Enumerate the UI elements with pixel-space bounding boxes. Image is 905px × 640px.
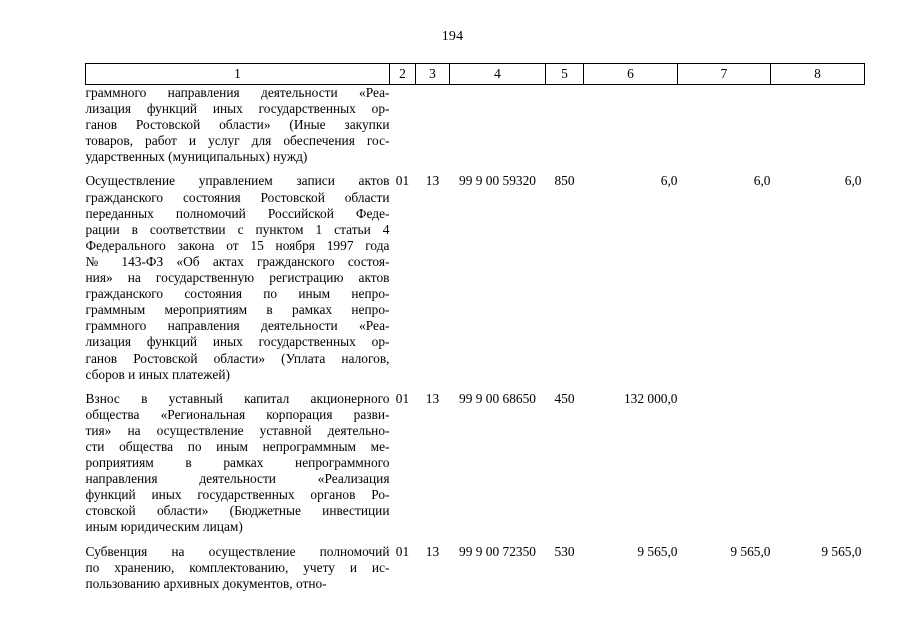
description-line: граммного направления деятельности «Реа- — [85, 85, 390, 100]
column-header-4: 4 — [450, 64, 546, 85]
description-line: Взнос в уставный капитал акционерного — [85, 390, 390, 406]
description-line: стовской области» (Бюджетные инвестиции — [85, 503, 390, 519]
cell-c7: 6,0 — [753, 173, 771, 189]
description-line: роприятиям в рамках непрограммного — [85, 455, 390, 471]
column-header-2: 2 — [390, 64, 416, 85]
cell-c3: 13 — [425, 173, 440, 189]
cell-c2: 01 — [395, 543, 410, 559]
table-body — [86, 85, 865, 592]
cell-c8 — [771, 383, 865, 536]
description-line: лизация функций иных государственных ор- — [85, 101, 390, 117]
cell-c5: 450 — [554, 390, 575, 406]
description-line: пользованию архивных документов, отно- — [85, 575, 327, 591]
column-header-1: 1 — [86, 64, 390, 85]
description-line: сти общества по иным непрограммным ме- — [85, 438, 390, 454]
column-header-6: 6 — [584, 64, 678, 85]
description-line: рации в соответствии с пунктом 1 статьи 4 — [85, 221, 390, 237]
table-row — [86, 85, 865, 166]
description-line: сборов и иных платежей) — [85, 366, 230, 382]
description-line: переданных полномочий Российской Феде- — [85, 205, 390, 221]
cell-c8: 6,0 — [844, 173, 862, 189]
row-description — [86, 536, 390, 592]
row-description — [86, 85, 390, 166]
cell-c6: 9 565,0 — [637, 543, 678, 559]
cell-c6 — [584, 85, 678, 166]
column-header-8: 8 — [771, 64, 865, 85]
cell-c7 — [678, 85, 771, 166]
cell-c4: 99 9 00 59320 — [459, 173, 536, 189]
description-line: граммным мероприятиям в рамках непро- — [85, 302, 390, 318]
cell-c2 — [390, 85, 416, 166]
description-line: граммного направления деятельности «Реа- — [85, 318, 390, 334]
table-row — [86, 165, 865, 382]
column-header-5: 5 — [546, 64, 584, 85]
description-line: функций иных государственных органов Ро- — [85, 487, 390, 503]
page-number: 194 — [441, 29, 464, 44]
cell-c3: 13 — [425, 390, 440, 406]
description-line: товаров, работ и услуг для обеспечения гос- — [85, 133, 390, 149]
table-row — [86, 536, 865, 592]
cell-c8: 9 565,0 — [821, 543, 862, 559]
row-description — [86, 165, 390, 382]
description-line: по хранению, комплектованию, учету и ис- — [85, 559, 390, 575]
header-row — [86, 64, 865, 85]
cell-c6: 132 000,0 — [623, 390, 678, 406]
cell-c2: 01 — [395, 173, 410, 189]
cell-c7 — [678, 383, 771, 536]
description-line: общества «Региональная корпорация разви- — [85, 406, 390, 422]
cell-c4 — [450, 85, 546, 166]
description-line: тия» на осуществление уставной деятельно- — [85, 422, 390, 438]
description-line: лизация функций иных государственных ор- — [85, 334, 390, 350]
description-line: № 143-ФЗ «Об актах гражданского состоя- — [85, 253, 390, 269]
description-line: ганов Ростовской области» (Уплата налогов, — [85, 350, 390, 366]
row-description — [86, 383, 390, 536]
description-line: направления деятельности «Реализация — [85, 471, 390, 487]
description-line: ганов Ростовской области» (Иные закупки — [85, 117, 390, 133]
cell-c7: 9 565,0 — [730, 543, 771, 559]
description-line: ударственных (муниципальных) нужд) — [85, 149, 308, 165]
description-line: Осуществление управлением записи актов — [85, 173, 390, 189]
cell-c4: 99 9 00 72350 — [459, 543, 536, 559]
description-line: гражданского состояния Ростовской области — [85, 189, 390, 205]
description-line: Федерального закона от 15 ноября 1997 года — [85, 237, 390, 253]
table-row — [86, 383, 865, 536]
cell-c4: 99 9 00 68650 — [459, 390, 536, 406]
cell-c5: 530 — [554, 543, 575, 559]
cell-c8 — [771, 85, 865, 166]
cell-c6: 6,0 — [660, 173, 678, 189]
description-line: Субвенция на осуществление полномочий — [85, 543, 390, 559]
budget-table — [85, 63, 865, 592]
column-header-7: 7 — [678, 64, 771, 85]
cell-c3 — [416, 85, 450, 166]
column-header-3: 3 — [416, 64, 450, 85]
cell-c3: 13 — [425, 543, 440, 559]
cell-c2: 01 — [395, 390, 410, 406]
cell-c5 — [546, 85, 584, 166]
description-line: ния» на государственную регистрацию актов — [85, 270, 390, 286]
description-line: гражданского состояния по иным непро- — [85, 286, 390, 302]
description-line: иным юридическим лицам) — [85, 519, 243, 535]
cell-c5: 850 — [554, 173, 575, 189]
